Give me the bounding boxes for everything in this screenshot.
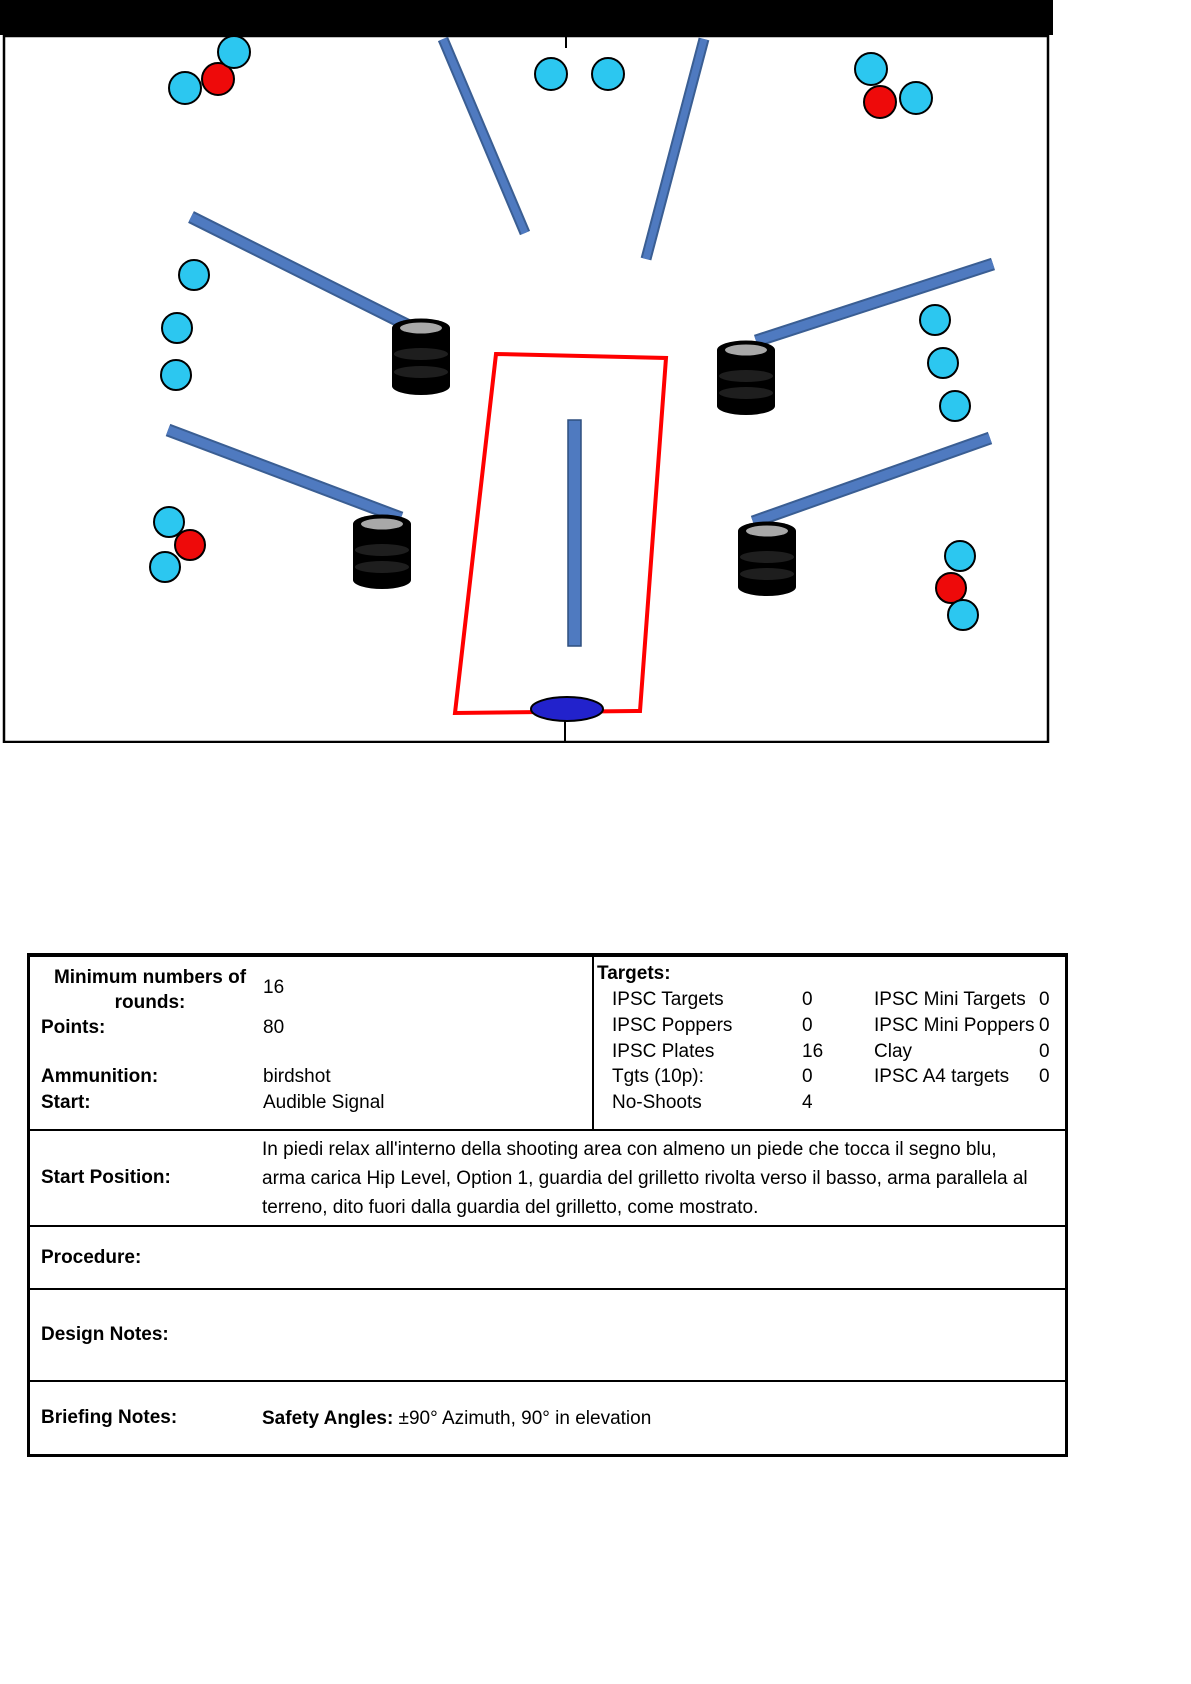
target-type: IPSC Mini Targets — [874, 989, 1026, 1010]
ammunition-label: Ammunition: — [41, 1066, 159, 1087]
target-count: 0 — [802, 989, 813, 1010]
points-label: Points: — [41, 1017, 106, 1038]
stage-info-table — [27, 953, 1068, 1457]
points-value: 80 — [263, 1017, 285, 1038]
safety-angles-label: Safety Angles: — [262, 1407, 394, 1429]
no-shoot-plate — [175, 530, 205, 560]
barrel-stack-upper-left — [392, 319, 450, 396]
target-type: IPSC Plates — [612, 1040, 715, 1062]
steel-plate — [948, 600, 978, 630]
min-rounds-label: Minimum numbers of rounds: — [53, 967, 247, 1013]
target-type — [874, 1090, 1039, 1116]
targets-heading: Targets: — [597, 963, 671, 984]
table-row-procedure — [30, 1225, 1065, 1288]
table-row-briefing-notes — [30, 1380, 1065, 1454]
start-value: Audible Signal — [263, 1092, 385, 1113]
table-row-design-notes — [30, 1288, 1065, 1380]
targets-column — [592, 957, 1065, 1129]
target-count: 0 — [802, 1014, 813, 1036]
steel-plate — [900, 82, 932, 114]
start-mark-ellipse — [531, 697, 603, 721]
steel-plate — [855, 53, 887, 85]
targets-grid — [597, 987, 1059, 1116]
steel-plate — [169, 72, 201, 104]
start-position-label: Start Position: — [41, 1167, 171, 1188]
stage-title-bar — [0, 0, 1053, 35]
target-count: 4 — [802, 1092, 813, 1114]
target-type: Tgts (10p): — [612, 1066, 704, 1088]
target-type: IPSC Mini Poppers — [874, 1014, 1035, 1036]
start-label: Start: — [41, 1092, 91, 1113]
steel-plate — [940, 391, 970, 421]
target-type: Clay — [874, 1040, 913, 1062]
steel-plate — [179, 260, 209, 290]
table-row-stats — [30, 957, 1065, 1129]
barrel-stack-lower-right — [738, 522, 796, 597]
start-position-text: In piedi relax all'interno della shooting area con almeno un piede che tocca il segno blu, arma carica Hip Level, Option 1, guardia del grilletto rivolta verso il basso, arma parallela al terreno, dito fuori dalla guardia del grilletto, come mostrato. — [262, 1138, 1028, 1218]
steel-plate — [150, 552, 180, 582]
target-count: 0 — [1039, 1040, 1050, 1062]
stats-left-column — [30, 957, 592, 1129]
center-wall-stick — [568, 420, 581, 646]
target-count: 16 — [802, 1040, 824, 1062]
steel-plate — [535, 58, 567, 90]
steel-plate — [218, 36, 250, 68]
safety-angles-value: ±90° Azimuth, 90° in elevation — [393, 1407, 652, 1429]
steel-plate — [928, 348, 958, 378]
design-notes-label: Design Notes: — [41, 1324, 169, 1345]
target-count: 0 — [1039, 1066, 1050, 1088]
stage-diagram — [0, 0, 1053, 743]
steel-plate — [161, 360, 191, 390]
start-row — [30, 1090, 592, 1116]
target-type: IPSC Targets — [612, 989, 724, 1010]
steel-plate — [592, 58, 624, 90]
target-count: 0 — [802, 1066, 813, 1088]
procedure-label: Procedure: — [41, 1246, 142, 1268]
spacer — [30, 1041, 592, 1064]
min-rounds-row — [30, 964, 592, 1015]
target-count: 0 — [1039, 1014, 1050, 1036]
briefing-notes-text — [262, 1404, 1065, 1433]
target-type: IPSC Poppers — [612, 1014, 733, 1036]
diagram-frame — [4, 36, 1048, 742]
target-count: 0 — [1039, 989, 1050, 1010]
target-type: IPSC A4 targets — [874, 1066, 1010, 1088]
barrel-stack-upper-right — [717, 341, 775, 416]
briefing-notes-label: Briefing Notes: — [41, 1407, 178, 1428]
no-shoot-plate — [936, 573, 966, 603]
ammunition-row — [30, 1064, 592, 1090]
target-type: No-Shoots — [612, 1092, 702, 1114]
min-rounds-value: 16 — [263, 977, 285, 998]
ammunition-value: birdshot — [263, 1066, 331, 1087]
barrel-stack-lower-left — [353, 515, 411, 590]
steel-plate — [920, 305, 950, 335]
steel-plate — [154, 507, 184, 537]
no-shoot-plate — [864, 86, 896, 118]
steel-plate — [945, 541, 975, 571]
target-count — [1039, 1090, 1059, 1116]
table-row-start-position — [30, 1129, 1065, 1225]
steel-plate — [162, 313, 192, 343]
points-row — [30, 1015, 592, 1041]
